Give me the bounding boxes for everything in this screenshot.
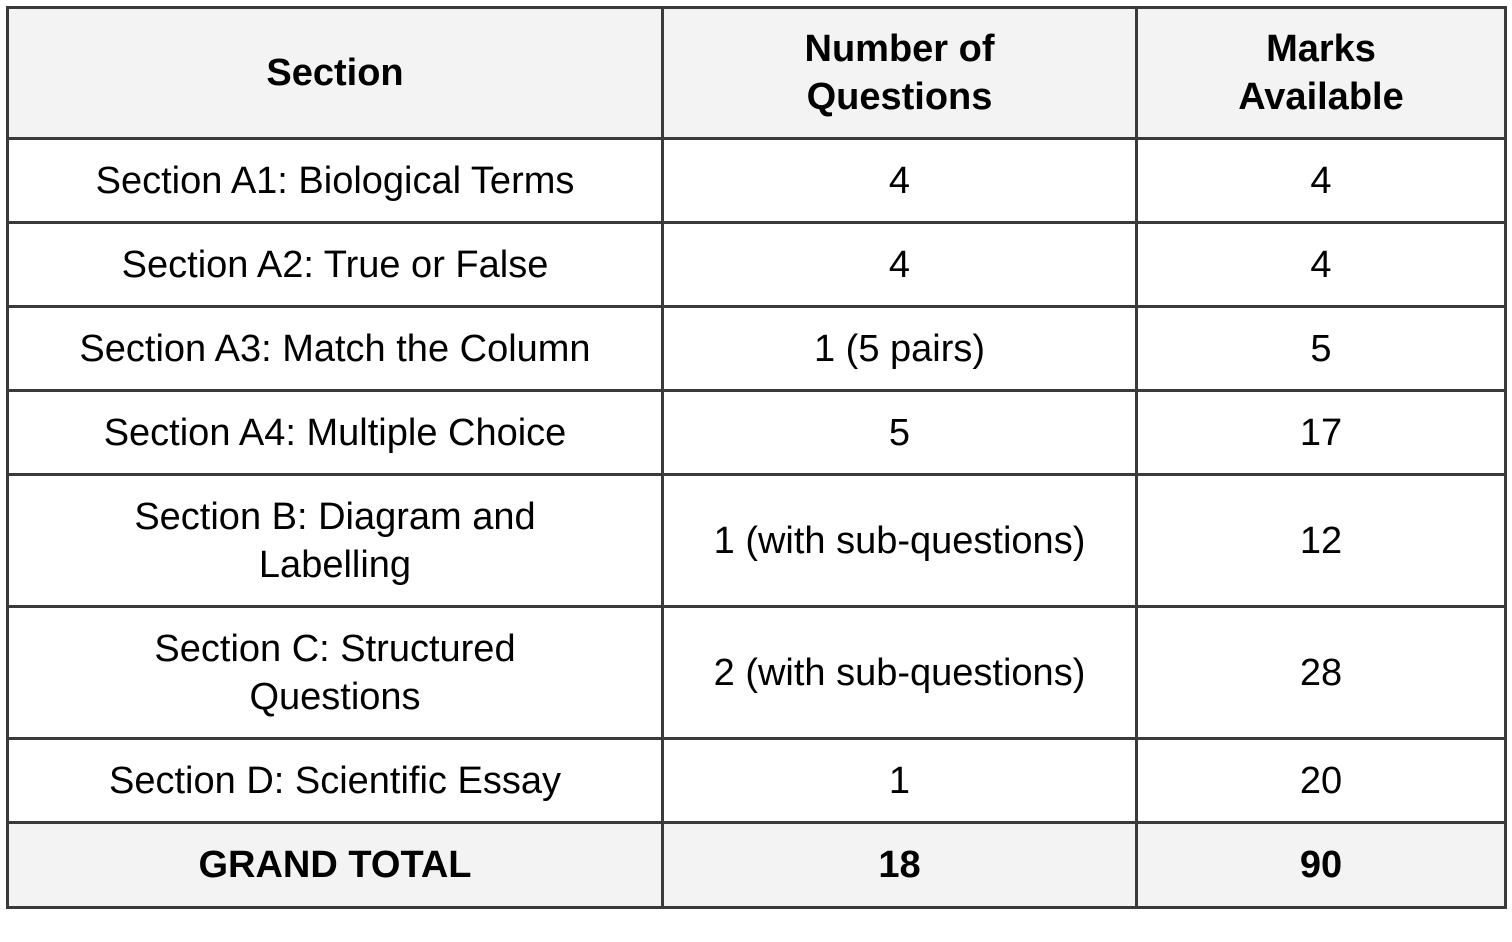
header-section: Section xyxy=(8,8,663,139)
table-body xyxy=(8,139,1506,908)
section-cell: Section A3: Match the Column xyxy=(8,307,663,391)
questions-cell: 4 xyxy=(663,223,1137,307)
section-cell: Section A1: Biological Terms xyxy=(8,139,663,223)
questions-cell: 1 (5 pairs) xyxy=(663,307,1137,391)
grand-total-marks: 90 xyxy=(1137,823,1506,908)
table-row xyxy=(8,739,1506,823)
section-cell: Section A2: True or False xyxy=(8,223,663,307)
questions-cell: 2 (with sub-questions) xyxy=(663,607,1137,739)
marks-cell: 28 xyxy=(1137,607,1506,739)
table-row xyxy=(8,307,1506,391)
marks-cell: 17 xyxy=(1137,391,1506,475)
header-number-of-questions: Number of Questions xyxy=(663,8,1137,139)
marks-cell: 4 xyxy=(1137,139,1506,223)
grand-total-questions: 18 xyxy=(663,823,1137,908)
marks-cell: 20 xyxy=(1137,739,1506,823)
table-row xyxy=(8,139,1506,223)
table-row xyxy=(8,475,1506,607)
marks-summary-table xyxy=(6,6,1507,909)
table-header xyxy=(8,8,1506,139)
questions-cell: 1 xyxy=(663,739,1137,823)
table-row xyxy=(8,391,1506,475)
questions-cell: 1 (with sub-questions) xyxy=(663,475,1137,607)
section-cell: Section B: Diagram and Labelling xyxy=(8,475,663,607)
header-row xyxy=(8,8,1506,139)
questions-cell: 5 xyxy=(663,391,1137,475)
section-cell: Section C: Structured Questions xyxy=(8,607,663,739)
marks-cell: 4 xyxy=(1137,223,1506,307)
questions-cell: 4 xyxy=(663,139,1137,223)
marks-cell: 5 xyxy=(1137,307,1506,391)
grand-total-label: GRAND TOTAL xyxy=(8,823,663,908)
grand-total-row xyxy=(8,823,1506,908)
section-cell: Section D: Scientific Essay xyxy=(8,739,663,823)
section-cell: Section A4: Multiple Choice xyxy=(8,391,663,475)
marks-cell: 12 xyxy=(1137,475,1506,607)
table-row xyxy=(8,223,1506,307)
table-row xyxy=(8,607,1506,739)
header-marks-available: Marks Available xyxy=(1137,8,1506,139)
